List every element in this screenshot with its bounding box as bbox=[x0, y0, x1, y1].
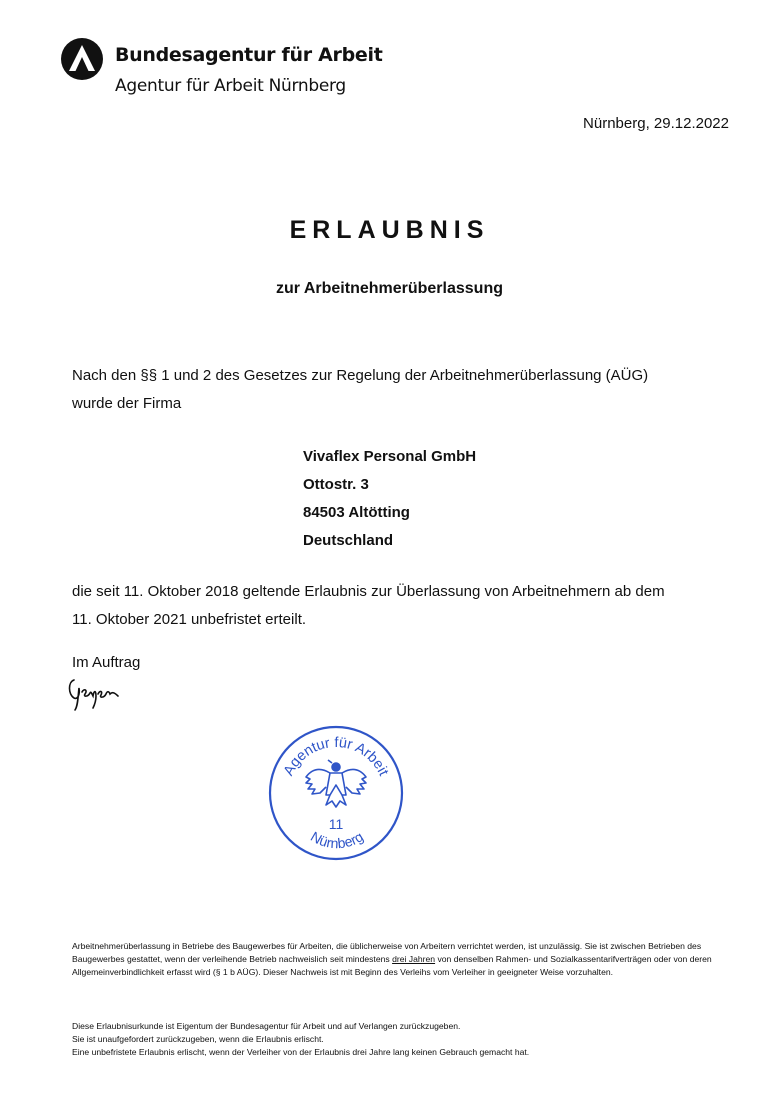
document-subtitle: zur Arbeitnehmerüberlassung bbox=[275, 280, 503, 297]
issue-date: Nürnberg, 29.12.2022 bbox=[583, 115, 729, 132]
construction-notice-part-1: Arbeitnehmerüberlassung in Betriebe des Baugewerbes für Arbeiten, die üblicherweise von Arbeitern verrichtet werden, ist unzulässig. Sie ist zwischen Betrieben des Baugewerbes gestattet, wenn der verleihende Betrieb nachweislich seit mindestens bbox=[72, 941, 702, 964]
stamp-number: 11 bbox=[328, 816, 344, 832]
org-name: Bundesagentur für Arbeit bbox=[115, 44, 383, 66]
company-street: Ottostr. 3 bbox=[303, 476, 369, 493]
company-country: Deutschland bbox=[303, 532, 394, 549]
official-stamp bbox=[266, 723, 406, 863]
grant-line-1: die seit 11. Oktober 2018 geltende Erlaubnis zur Überlassung von Arbeitnehmern ab dem bbox=[72, 583, 665, 600]
signature-label: Im Auftrag bbox=[72, 654, 141, 671]
svg-text:Agentur für Arbeit bbox=[281, 735, 391, 779]
grant-paragraph bbox=[72, 578, 732, 634]
stamp-bottom-text: Nürnberg bbox=[307, 828, 367, 852]
company-name: Vivaflex Personal GmbH bbox=[303, 448, 477, 465]
ownership-notice-line-2: Sie ist unaufgefordert zurückzugeben, wenn die Erlaubnis erlischt. bbox=[72, 1034, 324, 1044]
ownership-notice-line-3: Eine unbefristete Erlaubnis erlischt, wenn der Verleiher von der Erlaubnis drei Jahre lang keinen Gebrauch gemacht hat. bbox=[72, 1047, 530, 1057]
org-subtitle: Agentur für Arbeit Nürnberg bbox=[115, 76, 346, 96]
eagle-icon bbox=[306, 760, 366, 807]
document-title: ERLAUBNIS bbox=[289, 216, 490, 244]
ba-logo-icon bbox=[60, 37, 104, 81]
construction-notice-underlined: drei Jahren bbox=[392, 954, 436, 964]
ownership-notice bbox=[72, 1020, 740, 1059]
company-address bbox=[303, 443, 476, 555]
construction-notice-part-2: von denselben Rahmen- und Sozialkassentarifverträgen oder von deren Allgemeinverbindlichkeit erfasst wird (§ 1 b AÜG). Dieser Nachweis ist mit Beginn des Verleihs vom Verleiher in geeigneter Weise vorzuhalten. bbox=[72, 954, 712, 977]
ownership-notice-line-1: Diese Erlaubnisurkunde ist Eigentum der Bundesagentur für Arbeit und auf Verlangen zurückzugeben. bbox=[72, 1021, 461, 1031]
construction-notice-text bbox=[72, 940, 740, 979]
intro-line-2: wurde der Firma bbox=[72, 395, 182, 412]
handwritten-signature bbox=[66, 672, 126, 712]
grant-line-2: 11. Oktober 2021 unbefristet erteilt. bbox=[72, 611, 307, 628]
stamp-top-text: Agentur für Arbeit bbox=[280, 734, 392, 779]
construction-notice bbox=[72, 940, 740, 979]
intro-paragraph bbox=[72, 362, 732, 418]
company-city: 84503 Altötting bbox=[303, 504, 410, 521]
intro-line-1: Nach den §§ 1 und 2 des Gesetzes zur Regelung der Arbeitnehmerüberlassung (AÜG) bbox=[72, 367, 649, 384]
